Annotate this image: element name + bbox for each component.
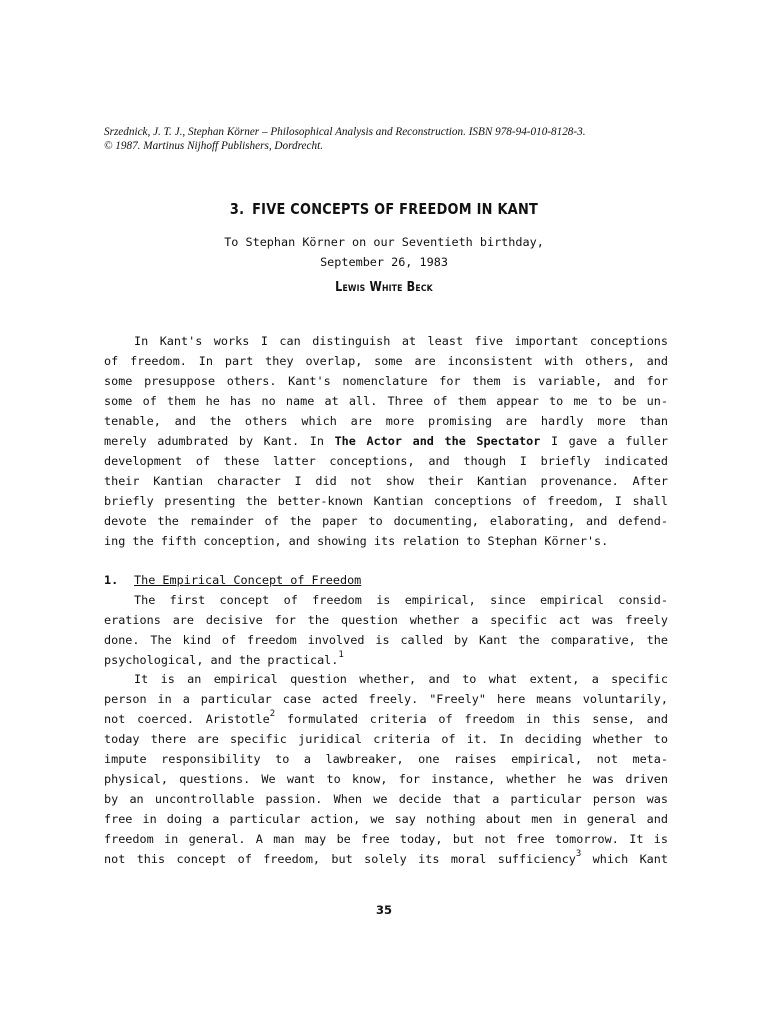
- intro-line: devote the remainder of the paper to documenting, elaborating, and defend-: [104, 514, 668, 528]
- author-name: Lewis White Beck: [335, 280, 433, 295]
- footnote-marker[interactable]: 1: [338, 650, 344, 660]
- citation-block: [104, 125, 744, 153]
- intro-line: tenable, and the others which are more promising are hardly more than: [104, 414, 668, 428]
- intro-line: their Kantian character I did not show their Kantian provenance. After: [104, 474, 668, 488]
- citation-line-2: © 1987. Martinus Nijhoff Publishers, Dordrecht.: [104, 140, 323, 152]
- intro-line: In Kant's works I can distinguish at least five important conceptions: [134, 334, 668, 348]
- paragraph-line: free in doing a particular action, we say nothing about men in general and: [104, 812, 668, 826]
- paragraph-line: by an uncontrollable passion. When we decide that a particular person was: [104, 792, 668, 806]
- paragraph-text: psychological, and the practical.: [104, 653, 339, 667]
- paragraph-line: person in a particular case acted freely. "Freely" here means voluntarily,: [104, 692, 668, 706]
- paragraph-text: not coerced. Aristotle: [104, 712, 270, 726]
- paragraph-line: freedom in general. A man may be free today, but not free tomorrow. It is: [104, 832, 668, 846]
- paragraph-line: [104, 849, 668, 869]
- intro-line: some of them he has no name at all. Three of them appear to me to be un-: [104, 394, 668, 408]
- paragraph-text: which Kant: [581, 852, 668, 866]
- intro-line: [104, 431, 668, 451]
- intro-line: briefly presenting the better-known Kantian conceptions of freedom, I shall: [104, 494, 668, 508]
- footnote-marker[interactable]: 3: [575, 849, 582, 859]
- citation-line-1: Srzednick, J. T. J., Stephan Körner – Philosophical Analysis and Reconstruction. ISBN 978-94-010-8128-3.: [104, 126, 586, 138]
- intro-text: I gave a fuller: [540, 434, 669, 448]
- paragraph-line: today there are specific juridical criteria of it. In deciding whether to: [104, 732, 668, 746]
- chapter-title: [54, 200, 714, 218]
- book-title-reference: The Actor and the Spectator: [334, 434, 541, 448]
- intro-line: ing the fifth conception, and showing its relation to Stephan Körner's.: [104, 534, 609, 548]
- section-number: 1.: [104, 573, 119, 587]
- dedication: [0, 232, 768, 272]
- paragraph-text: not this concept of freedom, but solely its moral sufficiency: [104, 852, 576, 866]
- section-heading: The Empirical Concept of Freedom: [134, 573, 362, 587]
- paragraph-text: formulated criteria of freedom in this sense, and: [275, 712, 668, 726]
- page-number: 35: [375, 903, 392, 917]
- paragraph-line: The first concept of freedom is empirical, since empirical consid-: [134, 593, 668, 607]
- paragraph-line: impute responsibility to a lawbreaker, one raises empirical, not meta-: [104, 752, 668, 766]
- paragraph-line: [104, 650, 668, 670]
- paragraph-line: erations are decisive for the question whether a specific act was freely: [104, 613, 668, 627]
- paragraph-line: physical, questions. We want to know, for instance, whether he was driven: [104, 772, 668, 786]
- chapter-title-text: FIVE CONCEPTS OF FREEDOM IN KANT: [252, 200, 539, 218]
- chapter-number: 3.: [229, 200, 245, 218]
- intro-line: some presuppose others. Kant's nomenclature for them is variable, and for: [104, 374, 668, 388]
- intro-line: development of these latter conceptions, and though I briefly indicated: [104, 454, 668, 468]
- paragraph-line: done. The kind of freedom involved is called by Kant the comparative, the: [104, 633, 668, 647]
- dedication-line-2: September 26, 1983: [320, 255, 448, 269]
- dedication-line-1: To Stephan Körner on our Seventieth birthday,: [224, 235, 544, 249]
- footnote-marker[interactable]: 2: [269, 709, 276, 719]
- intro-text: merely adumbrated by Kant. In: [104, 434, 335, 448]
- intro-line: of freedom. In part they overlap, some are inconsistent with others, and: [104, 354, 668, 368]
- paragraph-line: [104, 709, 668, 729]
- paragraph-line: It is an empirical question whether, and to what extent, a specific: [134, 672, 668, 686]
